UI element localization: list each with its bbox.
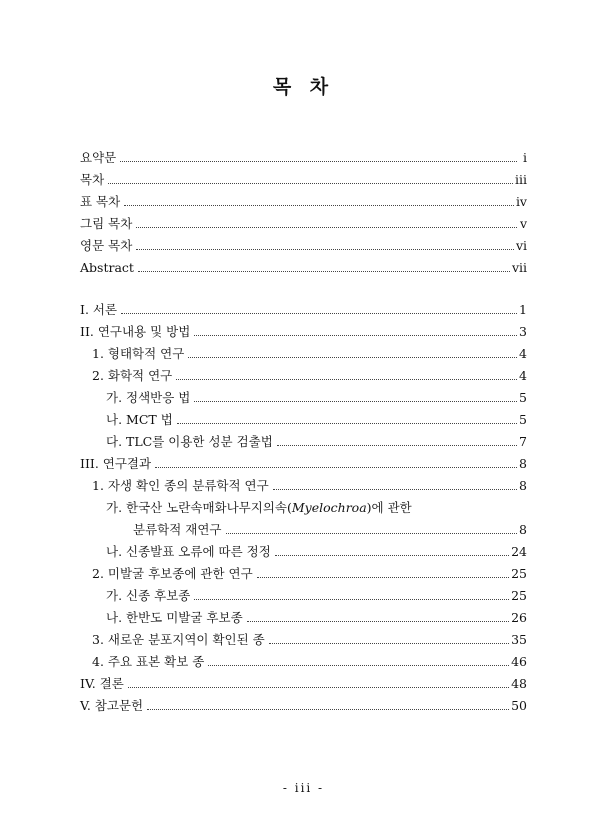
toc-label: 그림 목차 [80, 216, 133, 231]
dot-leader [136, 227, 517, 228]
toc-page: 25 [511, 566, 527, 581]
toc-page: v [519, 216, 527, 231]
toc-label: 분류학적 재연구 [133, 522, 222, 537]
toc-entry [106, 386, 527, 406]
toc-page: 8 [519, 522, 527, 537]
toc-entry [106, 584, 527, 604]
dot-leader [226, 533, 518, 534]
toc-entry [80, 320, 527, 340]
toc-label: 2. 미발굴 후보종에 관한 연구 [92, 566, 253, 581]
toc-label: 나. 한반도 미발굴 후보종 [106, 610, 243, 625]
toc-entry [80, 190, 527, 210]
toc-page: 8 [519, 456, 527, 471]
toc-page: 46 [511, 654, 527, 669]
page-title: 목 차 [272, 76, 335, 98]
toc-page: 8 [519, 478, 527, 493]
toc-entry [92, 342, 527, 362]
dot-leader [177, 423, 517, 424]
toc-entry [80, 168, 527, 188]
dot-leader [136, 249, 514, 250]
toc-page: 35 [511, 632, 527, 647]
toc-entry [92, 562, 527, 582]
dot-leader [269, 643, 509, 644]
dot-leader [147, 709, 509, 710]
toc-entry [106, 496, 527, 516]
dot-leader [194, 401, 517, 402]
toc-page: 24 [511, 544, 527, 559]
dot-leader [275, 555, 509, 556]
toc-page: 48 [511, 676, 527, 691]
dot-leader [124, 205, 514, 206]
dot-leader [208, 665, 509, 666]
toc-entry [80, 146, 527, 166]
toc-label: 나. 신종발표 오류에 따른 정정 [106, 544, 271, 559]
toc-label: 요약문 [80, 150, 117, 165]
genus-name: Myelochroa [291, 500, 367, 515]
toc-label: 1. 자생 확인 종의 분류학적 연구 [92, 478, 269, 493]
toc-page: 4 [519, 368, 527, 383]
toc-label: 가. 정색반응 법 [106, 390, 191, 405]
toc-page: 3 [519, 324, 527, 339]
toc-page: vii [511, 260, 527, 275]
toc-page: 25 [511, 588, 527, 603]
toc-entry [106, 408, 527, 428]
toc-entry [80, 672, 527, 692]
toc-label: V. 참고문헌 [80, 698, 144, 713]
page-number-footer: - iii - [282, 781, 325, 795]
dot-leader [247, 621, 509, 622]
toc-entry [80, 256, 527, 276]
toc-label: III. 연구결과 [80, 456, 152, 471]
toc-page: 5 [519, 412, 527, 427]
toc-page: iv [515, 194, 527, 209]
toc-entry [80, 234, 527, 254]
toc-page: 7 [519, 434, 527, 449]
dot-leader [120, 161, 517, 162]
toc-page: 50 [511, 698, 527, 713]
dot-leader [194, 335, 517, 336]
toc-label: 4. 주요 표본 확보 종 [92, 654, 205, 669]
toc-label-prefix: 가. 한국산 노란속매화나무지의속( [106, 500, 292, 515]
dot-leader [188, 357, 517, 358]
dot-leader [121, 313, 517, 314]
toc-label: I. 서론 [80, 302, 118, 317]
toc-label: 가. 신종 후보종 [106, 588, 191, 603]
dot-leader [257, 577, 509, 578]
dot-leader [277, 445, 517, 446]
toc-label: 표 목차 [80, 194, 121, 209]
toc-label: Abstract [80, 260, 134, 275]
toc-label [106, 500, 412, 516]
toc-page: i [523, 150, 527, 165]
toc-label: 1. 형태학적 연구 [92, 346, 185, 361]
toc-page: 1 [519, 302, 527, 317]
toc-label: 2. 화학적 연구 [92, 368, 173, 383]
dot-leader [273, 489, 517, 490]
toc-label: 영문 목차 [80, 238, 133, 253]
toc-page: iii [515, 172, 527, 187]
toc-entry [80, 452, 527, 472]
toc-label: 목차 [80, 172, 105, 187]
toc-page: 26 [511, 610, 527, 625]
toc-entry [92, 650, 527, 670]
toc-entry [106, 540, 527, 560]
dot-leader [138, 271, 510, 272]
toc-entry [92, 364, 527, 384]
toc-label: II. 연구내용 및 방법 [80, 324, 191, 339]
dot-leader [194, 599, 509, 600]
toc-page: 4 [519, 346, 527, 361]
dot-leader [108, 183, 513, 184]
toc-page: vi [515, 238, 527, 253]
toc-entry [133, 518, 527, 538]
dot-leader [128, 687, 509, 688]
toc-entry [80, 212, 527, 232]
toc-entry [80, 298, 527, 318]
dot-leader [155, 467, 517, 468]
dot-leader [176, 379, 517, 380]
toc-label: 나. MCT 법 [106, 412, 173, 427]
toc-label: 다. TLC를 이용한 성분 검출법 [106, 434, 273, 449]
toc-entry [106, 606, 527, 626]
toc-label: 3. 새로운 분포지역이 확인된 종 [92, 632, 265, 647]
toc-page: 5 [519, 390, 527, 405]
toc-label: IV. 결론 [80, 676, 124, 691]
toc-entry [106, 430, 527, 450]
toc-entry [92, 474, 527, 494]
toc-label-suffix: )에 관한 [366, 500, 412, 515]
toc-entry [92, 628, 527, 648]
toc-entry [80, 694, 527, 714]
